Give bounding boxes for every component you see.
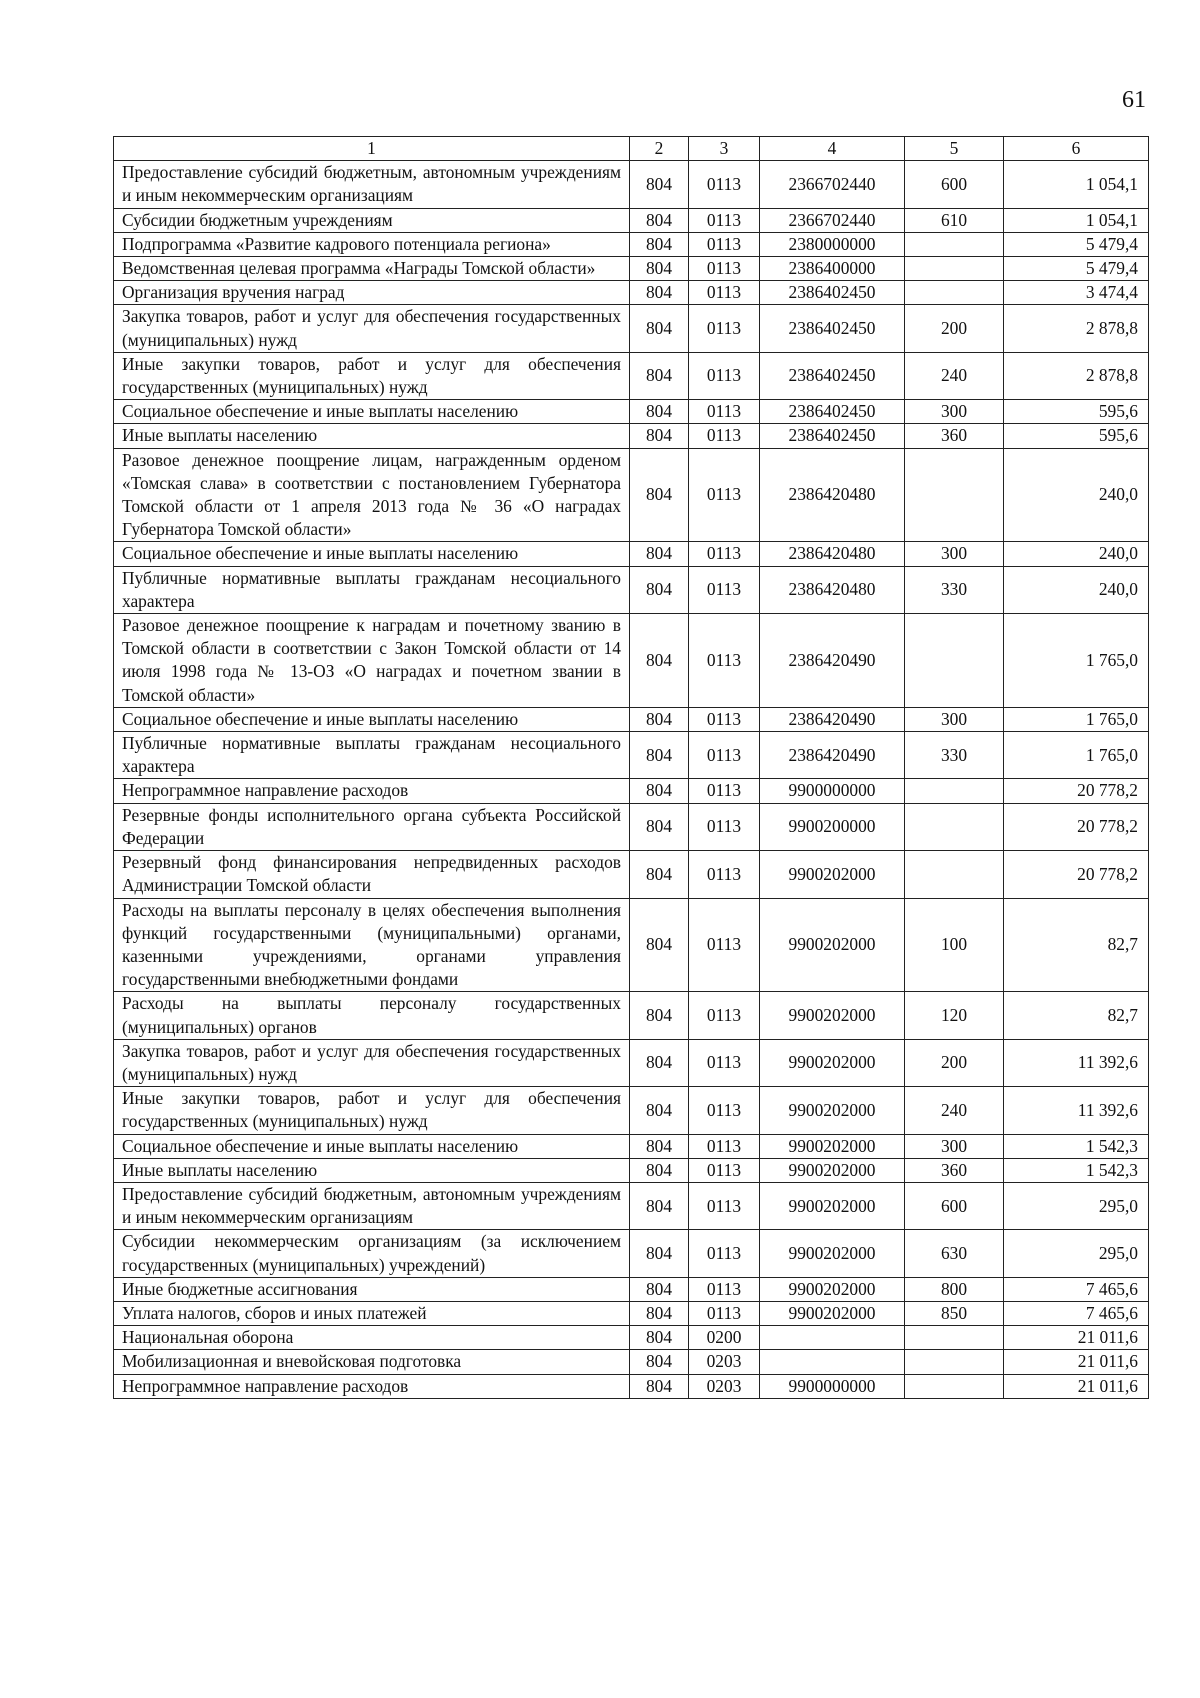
target-article-code-cell: 2386420480 <box>760 542 905 566</box>
table-row <box>114 851 1149 898</box>
ministry-code-cell: 804 <box>630 566 689 613</box>
expense-name-cell: Национальная оборона <box>114 1326 630 1350</box>
amount-cell: 240,0 <box>1004 448 1149 542</box>
amount-cell: 82,7 <box>1004 898 1149 992</box>
table-row <box>114 1301 1149 1325</box>
header-col-1: 1 <box>114 137 630 161</box>
target-article-code-cell: 9900202000 <box>760 1039 905 1086</box>
target-article-code-cell: 9900000000 <box>760 1374 905 1398</box>
target-article-code-cell: 2366702440 <box>760 161 905 208</box>
target-article-code-cell: 9900202000 <box>760 851 905 898</box>
header-col-4: 4 <box>760 137 905 161</box>
expense-type-code-cell: 120 <box>905 992 1004 1039</box>
ministry-code-cell: 804 <box>630 400 689 424</box>
expense-type-code-cell: 600 <box>905 161 1004 208</box>
table-row <box>114 779 1149 803</box>
ministry-code-cell: 804 <box>630 542 689 566</box>
target-article-code-cell: 2386420480 <box>760 448 905 542</box>
section-code-cell: 0113 <box>689 232 760 256</box>
expense-type-code-cell: 330 <box>905 566 1004 613</box>
ministry-code-cell: 804 <box>630 1039 689 1086</box>
target-article-code-cell: 2386402450 <box>760 352 905 399</box>
ministry-code-cell: 804 <box>630 898 689 992</box>
table-row <box>114 1350 1149 1374</box>
target-article-code-cell: 9900200000 <box>760 803 905 850</box>
header-col-5: 5 <box>905 137 1004 161</box>
ministry-code-cell: 804 <box>630 803 689 850</box>
target-article-code-cell: 9900202000 <box>760 1182 905 1229</box>
amount-cell: 595,6 <box>1004 400 1149 424</box>
expense-name-cell: Непрограммное направление расходов <box>114 1374 630 1398</box>
table-row <box>114 1230 1149 1277</box>
amount-cell: 1 542,3 <box>1004 1158 1149 1182</box>
amount-cell: 1 054,1 <box>1004 208 1149 232</box>
table-row <box>114 1158 1149 1182</box>
target-article-code-cell: 2386402450 <box>760 400 905 424</box>
section-code-cell: 0113 <box>689 161 760 208</box>
table-row <box>114 400 1149 424</box>
amount-cell: 11 392,6 <box>1004 1039 1149 1086</box>
target-article-code-cell: 2380000000 <box>760 232 905 256</box>
table-body <box>114 161 1149 1399</box>
expense-type-code-cell: 360 <box>905 424 1004 448</box>
table-row <box>114 1134 1149 1158</box>
expense-type-code-cell <box>905 281 1004 305</box>
section-code-cell: 0203 <box>689 1374 760 1398</box>
expense-name-cell: Публичные нормативные выплаты гражданам несоциального характера <box>114 566 630 613</box>
header-col-3: 3 <box>689 137 760 161</box>
amount-cell: 295,0 <box>1004 1230 1149 1277</box>
amount-cell: 20 778,2 <box>1004 803 1149 850</box>
ministry-code-cell: 804 <box>630 1277 689 1301</box>
table-row <box>114 1374 1149 1398</box>
expense-name-cell: Уплата налогов, сборов и иных платежей <box>114 1301 630 1325</box>
header-col-2: 2 <box>630 137 689 161</box>
table-row <box>114 614 1149 708</box>
target-article-code-cell: 2386402450 <box>760 424 905 448</box>
section-code-cell: 0113 <box>689 257 760 281</box>
ministry-code-cell: 804 <box>630 851 689 898</box>
table-row <box>114 542 1149 566</box>
section-code-cell: 0113 <box>689 566 760 613</box>
expense-name-cell: Иные закупки товаров, работ и услуг для обеспечения государственных (муниципальных) нужд <box>114 352 630 399</box>
target-article-code-cell: 9900202000 <box>760 1158 905 1182</box>
ministry-code-cell: 804 <box>630 614 689 708</box>
table-row <box>114 803 1149 850</box>
amount-cell: 595,6 <box>1004 424 1149 448</box>
target-article-code-cell: 2386402450 <box>760 305 905 352</box>
expense-type-code-cell <box>905 851 1004 898</box>
table-row <box>114 707 1149 731</box>
table-row <box>114 281 1149 305</box>
ministry-code-cell: 804 <box>630 1374 689 1398</box>
amount-cell: 21 011,6 <box>1004 1326 1149 1350</box>
expense-name-cell: Иные закупки товаров, работ и услуг для обеспечения государственных (муниципальных) нужд <box>114 1087 630 1134</box>
target-article-code-cell: 9900202000 <box>760 992 905 1039</box>
expense-name-cell: Закупка товаров, работ и услуг для обеспечения государственных (муниципальных) нужд <box>114 305 630 352</box>
target-article-code-cell: 2386420480 <box>760 566 905 613</box>
budget-table <box>113 136 1149 1399</box>
target-article-code-cell: 2386420490 <box>760 614 905 708</box>
amount-cell: 5 479,4 <box>1004 257 1149 281</box>
amount-cell: 21 011,6 <box>1004 1374 1149 1398</box>
expense-type-code-cell <box>905 614 1004 708</box>
target-article-code-cell: 2386420490 <box>760 707 905 731</box>
table-row <box>114 305 1149 352</box>
section-code-cell: 0113 <box>689 448 760 542</box>
ministry-code-cell: 804 <box>630 232 689 256</box>
amount-cell: 240,0 <box>1004 566 1149 613</box>
table-row <box>114 898 1149 992</box>
ministry-code-cell: 804 <box>630 448 689 542</box>
expense-type-code-cell: 600 <box>905 1182 1004 1229</box>
expense-type-code-cell: 300 <box>905 1134 1004 1158</box>
expense-name-cell: Резервный фонд финансирования непредвиденных расходов Администрации Томской области <box>114 851 630 898</box>
section-code-cell: 0113 <box>689 1087 760 1134</box>
expense-type-code-cell: 850 <box>905 1301 1004 1325</box>
section-code-cell: 0113 <box>689 803 760 850</box>
section-code-cell: 0113 <box>689 1158 760 1182</box>
amount-cell: 82,7 <box>1004 992 1149 1039</box>
target-article-code-cell: 2386400000 <box>760 257 905 281</box>
amount-cell: 20 778,2 <box>1004 851 1149 898</box>
expense-type-code-cell <box>905 1326 1004 1350</box>
section-code-cell: 0113 <box>689 400 760 424</box>
table-row <box>114 992 1149 1039</box>
table-row <box>114 1039 1149 1086</box>
expense-type-code-cell: 240 <box>905 1087 1004 1134</box>
amount-cell: 1 765,0 <box>1004 732 1149 779</box>
expense-type-code-cell <box>905 232 1004 256</box>
section-code-cell: 0113 <box>689 424 760 448</box>
amount-cell: 295,0 <box>1004 1182 1149 1229</box>
expense-type-code-cell: 330 <box>905 732 1004 779</box>
expense-type-code-cell <box>905 1350 1004 1374</box>
amount-cell: 2 878,8 <box>1004 352 1149 399</box>
section-code-cell: 0113 <box>689 851 760 898</box>
ministry-code-cell: 804 <box>630 305 689 352</box>
ministry-code-cell: 804 <box>630 779 689 803</box>
expense-type-code-cell: 800 <box>905 1277 1004 1301</box>
expense-name-cell: Непрограммное направление расходов <box>114 779 630 803</box>
page-number: 61 <box>1122 87 1146 113</box>
ministry-code-cell: 804 <box>630 208 689 232</box>
expense-type-code-cell: 360 <box>905 1158 1004 1182</box>
expense-name-cell: Публичные нормативные выплаты гражданам несоциального характера <box>114 732 630 779</box>
expense-type-code-cell: 630 <box>905 1230 1004 1277</box>
amount-cell: 21 011,6 <box>1004 1350 1149 1374</box>
amount-cell: 11 392,6 <box>1004 1087 1149 1134</box>
expense-name-cell: Подпрограмма «Развитие кадрового потенциала региона» <box>114 232 630 256</box>
ministry-code-cell: 804 <box>630 161 689 208</box>
target-article-code-cell <box>760 1326 905 1350</box>
target-article-code-cell: 9900202000 <box>760 1230 905 1277</box>
ministry-code-cell: 804 <box>630 1301 689 1325</box>
expense-type-code-cell <box>905 779 1004 803</box>
section-code-cell: 0113 <box>689 208 760 232</box>
expense-name-cell: Социальное обеспечение и иные выплаты населению <box>114 1134 630 1158</box>
expense-name-cell: Иные выплаты населению <box>114 424 630 448</box>
section-code-cell: 0113 <box>689 281 760 305</box>
table-row <box>114 232 1149 256</box>
header-col-6: 6 <box>1004 137 1149 161</box>
expense-type-code-cell <box>905 1374 1004 1398</box>
target-article-code-cell: 9900202000 <box>760 1277 905 1301</box>
expense-type-code-cell: 300 <box>905 707 1004 731</box>
target-article-code-cell: 9900202000 <box>760 898 905 992</box>
expense-name-cell: Разовое денежное поощрение к наградам и почетному званию в Томской области в соответствии с Закон Томской области от 14 июля 1998 года № 13-ОЗ «О наградах и почетном звании в Томской области» <box>114 614 630 708</box>
amount-cell: 1 054,1 <box>1004 161 1149 208</box>
amount-cell: 20 778,2 <box>1004 779 1149 803</box>
expense-name-cell: Резервные фонды исполнительного органа субъекта Российской Федерации <box>114 803 630 850</box>
amount-cell: 2 878,8 <box>1004 305 1149 352</box>
expense-name-cell: Закупка товаров, работ и услуг для обеспечения государственных (муниципальных) нужд <box>114 1039 630 1086</box>
section-code-cell: 0113 <box>689 1134 760 1158</box>
table-row <box>114 448 1149 542</box>
ministry-code-cell: 804 <box>630 257 689 281</box>
expense-name-cell: Субсидии некоммерческим организациям (за исключением государственных (муниципальных) учреждений) <box>114 1230 630 1277</box>
target-article-code-cell: 9900202000 <box>760 1134 905 1158</box>
target-article-code-cell: 2386402450 <box>760 281 905 305</box>
ministry-code-cell: 804 <box>630 732 689 779</box>
section-code-cell: 0113 <box>689 1039 760 1086</box>
expense-name-cell: Предоставление субсидий бюджетным, автономным учреждениям и иным некоммерческим организациям <box>114 1182 630 1229</box>
expense-type-code-cell <box>905 803 1004 850</box>
section-code-cell: 0113 <box>689 1230 760 1277</box>
expense-name-cell: Социальное обеспечение и иные выплаты населению <box>114 400 630 424</box>
expense-type-code-cell: 200 <box>905 1039 1004 1086</box>
ministry-code-cell: 804 <box>630 992 689 1039</box>
expense-type-code-cell: 100 <box>905 898 1004 992</box>
amount-cell: 240,0 <box>1004 542 1149 566</box>
target-article-code-cell: 9900000000 <box>760 779 905 803</box>
expense-name-cell: Иные бюджетные ассигнования <box>114 1277 630 1301</box>
amount-cell: 1 542,3 <box>1004 1134 1149 1158</box>
section-code-cell: 0203 <box>689 1350 760 1374</box>
ministry-code-cell: 804 <box>630 1087 689 1134</box>
table-row <box>114 161 1149 208</box>
expense-type-code-cell: 240 <box>905 352 1004 399</box>
expense-type-code-cell: 610 <box>905 208 1004 232</box>
table-row <box>114 732 1149 779</box>
expense-name-cell: Мобилизационная и вневойсковая подготовка <box>114 1350 630 1374</box>
ministry-code-cell: 804 <box>630 1134 689 1158</box>
ministry-code-cell: 804 <box>630 1158 689 1182</box>
section-code-cell: 0113 <box>689 779 760 803</box>
expense-type-code-cell: 200 <box>905 305 1004 352</box>
table-row <box>114 424 1149 448</box>
table-row <box>114 1326 1149 1350</box>
table-row <box>114 1277 1149 1301</box>
expense-name-cell: Иные выплаты населению <box>114 1158 630 1182</box>
table-row <box>114 257 1149 281</box>
ministry-code-cell: 804 <box>630 281 689 305</box>
section-code-cell: 0113 <box>689 542 760 566</box>
table-header-row <box>114 137 1149 161</box>
section-code-cell: 0113 <box>689 992 760 1039</box>
expense-name-cell: Социальное обеспечение и иные выплаты населению <box>114 707 630 731</box>
table-row <box>114 208 1149 232</box>
section-code-cell: 0113 <box>689 732 760 779</box>
amount-cell: 7 465,6 <box>1004 1301 1149 1325</box>
expense-type-code-cell <box>905 448 1004 542</box>
ministry-code-cell: 804 <box>630 1326 689 1350</box>
section-code-cell: 0113 <box>689 614 760 708</box>
section-code-cell: 0113 <box>689 1182 760 1229</box>
target-article-code-cell: 9900202000 <box>760 1301 905 1325</box>
ministry-code-cell: 804 <box>630 707 689 731</box>
expense-name-cell: Организация вручения наград <box>114 281 630 305</box>
expense-name-cell: Разовое денежное поощрение лицам, награжденным орденом «Томская слава» в соответствии с постановлением Губернатора Томской области от 1 апреля 2013 года № 36 «О наградах Губернатора Томской области» <box>114 448 630 542</box>
expense-name-cell: Ведомственная целевая программа «Награды Томской области» <box>114 257 630 281</box>
expense-name-cell: Расходы на выплаты персоналу в целях обеспечения выполнения функций государственными (муниципальными) органами, казенными учреждениями, органами управления государственными внебюджетными фондами <box>114 898 630 992</box>
table-row <box>114 1087 1149 1134</box>
section-code-cell: 0113 <box>689 707 760 731</box>
ministry-code-cell: 804 <box>630 1350 689 1374</box>
section-code-cell: 0113 <box>689 1301 760 1325</box>
section-code-cell: 0113 <box>689 305 760 352</box>
expense-type-code-cell: 300 <box>905 400 1004 424</box>
section-code-cell: 0113 <box>689 898 760 992</box>
ministry-code-cell: 804 <box>630 424 689 448</box>
expense-name-cell: Предоставление субсидий бюджетным, автономным учреждениям и иным некоммерческим организациям <box>114 161 630 208</box>
ministry-code-cell: 804 <box>630 1182 689 1229</box>
target-article-code-cell <box>760 1350 905 1374</box>
table-row <box>114 1182 1149 1229</box>
table-row <box>114 566 1149 613</box>
expense-name-cell: Расходы на выплаты персоналу государственных (муниципальных) органов <box>114 992 630 1039</box>
amount-cell: 5 479,4 <box>1004 232 1149 256</box>
amount-cell: 1 765,0 <box>1004 707 1149 731</box>
expense-type-code-cell <box>905 257 1004 281</box>
ministry-code-cell: 804 <box>630 1230 689 1277</box>
target-article-code-cell: 2386420490 <box>760 732 905 779</box>
ministry-code-cell: 804 <box>630 352 689 399</box>
expense-name-cell: Социальное обеспечение и иные выплаты населению <box>114 542 630 566</box>
target-article-code-cell: 2366702440 <box>760 208 905 232</box>
amount-cell: 1 765,0 <box>1004 614 1149 708</box>
section-code-cell: 0113 <box>689 352 760 399</box>
section-code-cell: 0200 <box>689 1326 760 1350</box>
amount-cell: 7 465,6 <box>1004 1277 1149 1301</box>
table-row <box>114 352 1149 399</box>
target-article-code-cell: 9900202000 <box>760 1087 905 1134</box>
section-code-cell: 0113 <box>689 1277 760 1301</box>
expense-name-cell: Субсидии бюджетным учреждениям <box>114 208 630 232</box>
expense-type-code-cell: 300 <box>905 542 1004 566</box>
amount-cell: 3 474,4 <box>1004 281 1149 305</box>
